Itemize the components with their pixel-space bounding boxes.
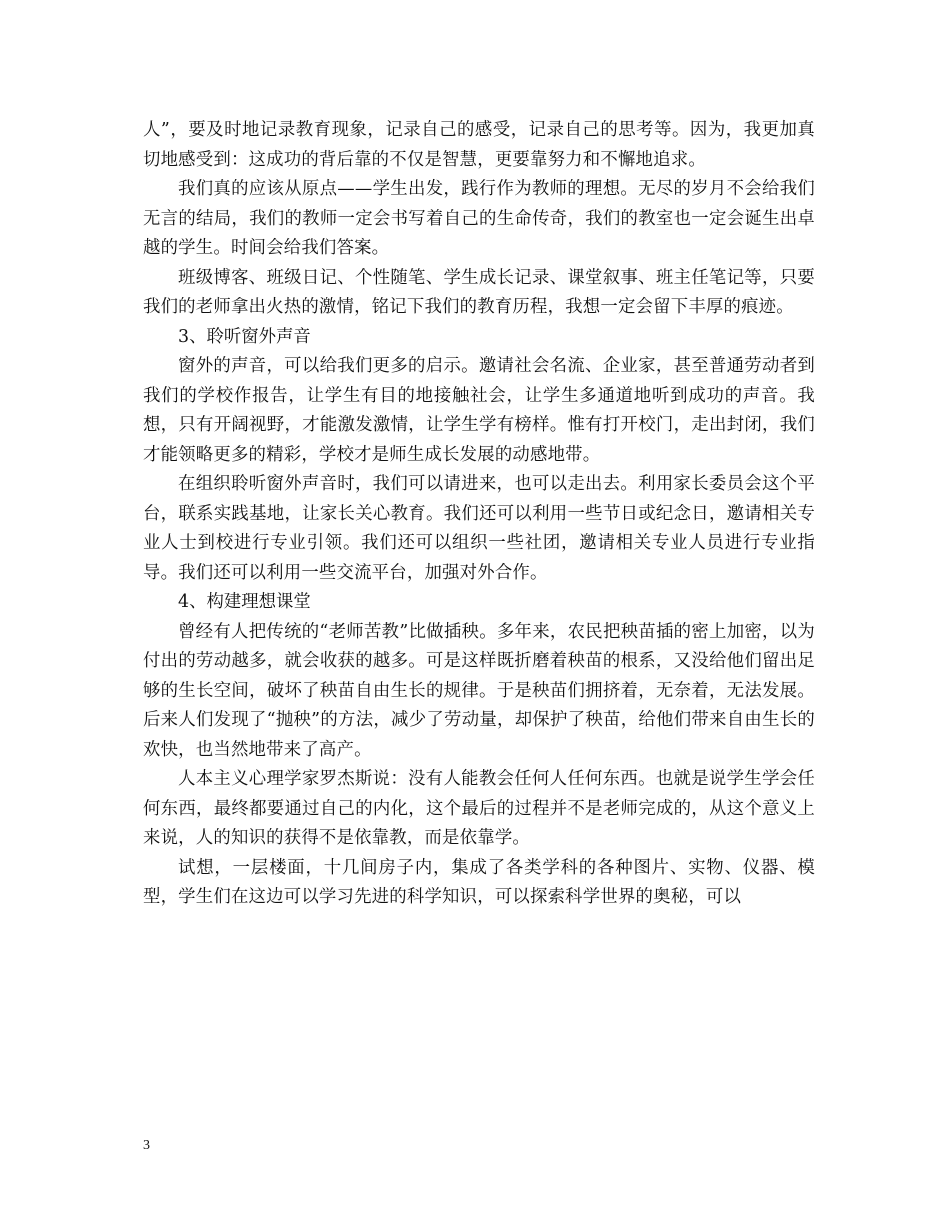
paragraph-7: 人本主义心理学家罗杰斯说：没有人能教会任何人任何东西。也就是说学生学会任何东西，最终都要通过自己的内化，这个最后的过程并不是老师完成的，从这个意义上来说，人的知识的获得不是依靠教，而是依靠学。 [143, 769, 815, 848]
paragraph-3: 班级博客、班级日记、个性随笔、学生成长记录、课堂叙事、班主任笔记等，只要我们的老师拿出火热的激情，铭记下我们的教育历程，我想一定会留下丰厚的痕迹。 [143, 267, 815, 317]
paragraph-4: 窗外的声音，可以给我们更多的启示。邀请社会名流、企业家，甚至普通劳动者到我们的学校作报告，让学生有目的地接触社会，让学生多通道地听到成功的声音。我想，只有开阔视野，才能激发激情，让学生学有榜样。惟有打开校门，走出封闭，我们才能领略更多的精彩，学校才是师生成长发展的动感地带。 [143, 356, 815, 465]
document-body [143, 116, 815, 913]
paragraph-6: 曾经有人把传统的“老师苦教”比做插秧。多年来，农民把秧苗插的密上加密，以为付出的劳动越多，就会收获的越多。可是这样既折磨着秧苗的根系，又没给他们留出足够的生长空间，破坏了秧苗自由生长的规律。于是秧苗们拥挤着，无奈着，无法发展。后来人们发现了“抛秧”的方法，减少了劳动量，却保护了秧苗，给他们带来自由生长的欢快，也当然地带来了高产。 [143, 621, 815, 760]
section-heading-4: 4、构建理想课堂 [178, 592, 311, 612]
paragraph-5: 在组织聆听窗外声音时，我们可以请进来，也可以走出去。利用家长委员会这个平台，联系实践基地，让家长关心教育。我们还可以利用一些节日或纪念日，邀请相关专业人士到校进行专业引领。我们还可以组织一些社团，邀请相关专业人员进行专业指导。我们还可以利用一些交流平台，加强对外合作。 [143, 474, 815, 583]
paragraph-8: 试想，一层楼面，十几间房子内，集成了各类学科的各种图片、实物、仪器、模型，学生们在这边可以学习先进的科学知识，可以探索科学世界的奥秘，可以 [143, 857, 815, 907]
paragraph-2: 我们真的应该从原点——学生出发，践行作为教师的理想。无尽的岁月不会给我们无言的结局，我们的教师一定会书写着自己的生命传奇，我们的教室也一定会诞生出卓越的学生。时间会给我们答案。 [143, 179, 815, 258]
section-heading-3: 3、聆听窗外声音 [178, 326, 311, 347]
paragraph-1: 人”，要及时地记录教育现象，记录自己的感受，记录自己的思考等。因为，我更加真切地感受到：这成功的背后靠的不仅是智慧，更要靠努力和不懈地追求。 [143, 120, 815, 170]
page-number: 3 [143, 1138, 150, 1153]
